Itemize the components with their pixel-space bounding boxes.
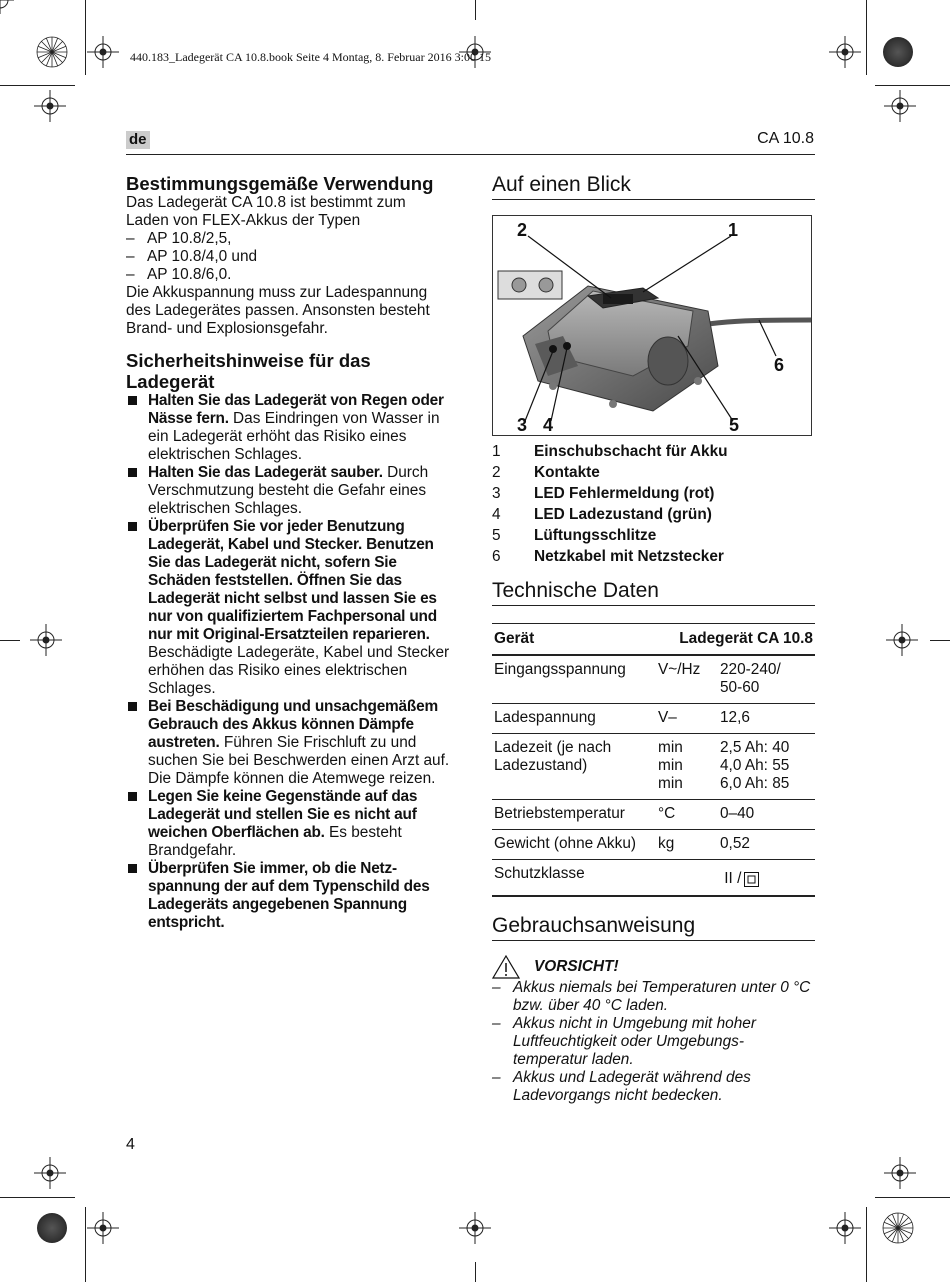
- list-item: – Akkus und Ladegerät während des Ladevorgangs nicht bedecken.: [492, 1069, 815, 1105]
- section-rule: [492, 940, 815, 941]
- double-insulation-icon: [744, 872, 759, 887]
- tech-section: [492, 579, 815, 897]
- section-rule: [492, 199, 815, 200]
- registration-disc-icon: [883, 37, 913, 67]
- overview-section: [492, 173, 815, 200]
- caution-heading: [492, 955, 815, 979]
- safety-item-bold: Halten Sie das Ladegerät von Regen oder Nässe fern.: [148, 392, 444, 427]
- table-row: [492, 860, 815, 897]
- legend-number: 5: [492, 527, 501, 544]
- table-cell: min min min: [656, 734, 718, 800]
- table-row: [492, 655, 815, 704]
- caution-label: VORSICHT!: [534, 958, 619, 975]
- table-cell: °C: [656, 800, 718, 830]
- page-number: 4: [126, 1136, 135, 1153]
- list-item: [126, 860, 451, 932]
- instructions-section: [492, 914, 815, 1105]
- header-rule: [126, 154, 815, 155]
- legend-number: 3: [492, 485, 501, 502]
- safety-item-bold: Halten Sie das Ladegerät sauber.: [148, 464, 383, 481]
- safety-list: [126, 392, 451, 932]
- safety-item-text: Beschädigte Ladegeräte, Kabel und Stecker erhöhen das Risiko eines elektrischen Schlages.: [148, 644, 450, 697]
- legend-label: Kontakte: [534, 464, 600, 481]
- legend-item: [492, 483, 815, 504]
- callout-label: 5: [729, 415, 740, 435]
- legend-label: Netzkabel mit Netzstecker: [534, 548, 724, 565]
- instructions-list: [492, 979, 815, 1105]
- list-item: – AP 10.8/4,0 und: [126, 248, 451, 266]
- print-info: 440.183_Ladegerät CA 10.8.book Seite 4 Montag, 8. Februar 2016 3:00 15: [130, 50, 491, 64]
- legend-number: 6: [492, 548, 501, 565]
- table-cell: V–: [656, 704, 718, 734]
- table-cell: V~/Hz: [656, 655, 718, 704]
- legend-label: LED Ladezustand (grün): [534, 506, 712, 523]
- intended-use-note: Die Akkuspannung muss zur Ladespannung des Ladegerätes passen. Ansonsten besteht Brand- und Explosionsgefahr.: [126, 284, 430, 337]
- intended-use-intro: Das Ladegerät CA 10.8 ist bestimmt zum Laden von FLEX-Akkus der Typen: [126, 194, 406, 229]
- table-cell: 12,6: [718, 704, 815, 734]
- table-cell: 220-240/ 50-60: [718, 655, 815, 704]
- safety-item-bold: Bei Beschädigung und unsachgemäßem Gebrauch des Akkus können Dämpfe austreten.: [148, 698, 438, 751]
- safety-item-text: Führen Sie Frischluft zu und suchen Sie bei Beschwerden einen Arzt auf. Die Dämpfe können die Atemwege reizen.: [148, 734, 450, 787]
- safety-item-bold: Überprüfen Sie immer, ob die Netz- spannung der auf dem Typenschild des Ladegeräts angegebenen Spannung entspricht.: [148, 860, 430, 931]
- tech-title: Technische Daten: [492, 579, 659, 602]
- list-item: [126, 392, 451, 464]
- list-item: [126, 788, 451, 860]
- table-cell: 0,52: [718, 830, 815, 860]
- list-item: – AP 10.8/2,5,: [126, 230, 451, 248]
- legend-item: [492, 546, 815, 567]
- legend-label: Lüftungsschlitze: [534, 527, 657, 544]
- callout-label: 1: [728, 220, 739, 240]
- legend-item: [492, 525, 815, 546]
- table-cell: [718, 860, 815, 897]
- charger-figure: [492, 215, 812, 436]
- table-row: [492, 734, 815, 800]
- table-cell: 2,5 Ah: 40 4,0 Ah: 55 6,0 Ah: 85: [718, 734, 815, 800]
- list-item: [126, 518, 451, 698]
- left-column: [126, 173, 451, 932]
- list-item: [126, 698, 451, 788]
- table-cell: 0–40: [718, 800, 815, 830]
- intended-use-title: Bestimmungsgemäße Verwendung: [126, 173, 434, 194]
- legend-section: [492, 441, 815, 567]
- table-cell: Ladezeit (je nach Ladezustand): [492, 734, 656, 800]
- table-cell: Gewicht (ohne Akku): [492, 830, 656, 860]
- legend-item: [492, 441, 815, 462]
- safety-item-text: Das Eindringen von Wasser in ein Ladegerät erhöht das Risiko eines elektrischen Schlages.: [148, 410, 440, 463]
- legend-item: [492, 504, 815, 525]
- legend-number: 4: [492, 506, 501, 523]
- overview-title: Auf einen Blick: [492, 173, 631, 196]
- legend-label: Einschubschacht für Akku: [534, 443, 728, 460]
- legend-item: [492, 462, 815, 483]
- figure-legend: [492, 441, 815, 567]
- table-row: [492, 830, 815, 860]
- table-row: [492, 800, 815, 830]
- legend-number: 2: [492, 464, 501, 481]
- language-tag: de: [126, 131, 150, 149]
- warning-triangle-icon: [492, 955, 520, 979]
- safety-title: Sicherheitshinweise für das Ladegerät: [126, 350, 371, 392]
- list-item: – Akkus nicht in Umgebung mit hoher Luftfeuchtigkeit oder Umgebungs- temperatur laden.: [492, 1015, 815, 1069]
- callout-label: 3: [517, 415, 528, 435]
- table-cell: Ladegerät CA 10.8: [656, 624, 815, 656]
- list-item: [126, 464, 451, 518]
- table-cell: Ladespannung: [492, 704, 656, 734]
- list-item: – AP 10.8/6,0.: [126, 266, 451, 284]
- callout-label: 6: [774, 355, 785, 375]
- table-cell: Betriebstemperatur: [492, 800, 656, 830]
- legend-label: LED Fehlermeldung (rot): [534, 485, 715, 502]
- tech-table: [492, 623, 815, 897]
- table-cell: Eingangsspannung: [492, 655, 656, 704]
- model-label: CA 10.8: [757, 130, 814, 147]
- table-cell: [656, 860, 718, 897]
- table-cell: kg: [656, 830, 718, 860]
- callout-label: 4: [543, 415, 554, 435]
- battery-type-list: [126, 230, 451, 284]
- table-row: [492, 704, 815, 734]
- charger-drawing: [493, 216, 811, 435]
- instructions-title: Gebrauchsanweisung: [492, 914, 696, 937]
- table-row: [492, 624, 815, 656]
- table-cell: Gerät: [492, 624, 656, 656]
- safety-item-bold: Legen Sie keine Gegenstände auf das Ladegerät und stellen Sie es nicht auf weichen Oberflächen ab.: [148, 788, 418, 841]
- safety-item-bold: Überprüfen Sie vor jeder Benutzung Ladegerät, Kabel und Stecker. Benutzen Sie das Ladegerät nicht, sofern Sie Schäden feststellen. Öffnen Sie das Ladegerät nicht selbst und lassen Sie es nur von qualifiziertem Fachpersonal und nur mit Original-Ersatzteilen reparieren.: [148, 518, 437, 643]
- legend-number: 1: [492, 443, 501, 460]
- section-rule: [492, 605, 815, 606]
- protection-class-label: II /: [724, 870, 742, 887]
- safety-item-text: Es besteht Brandgefahr.: [148, 824, 402, 859]
- table-cell: Schutzklasse: [492, 860, 656, 897]
- safety-item-text: Durch Verschmutzung besteht die Gefahr eines elektrischen Schlages.: [148, 464, 429, 517]
- list-item: – Akkus niemals bei Temperaturen unter 0 °C bzw. über 40 °C laden.: [492, 979, 815, 1015]
- callout-label: 2: [517, 220, 528, 240]
- registration-disc-icon: [37, 1213, 67, 1243]
